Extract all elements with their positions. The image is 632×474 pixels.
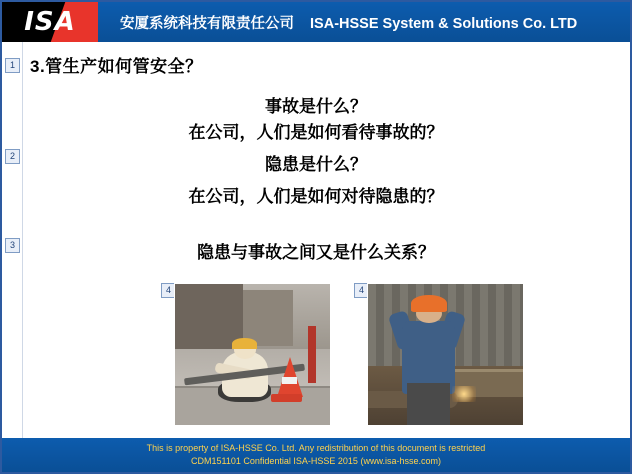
annotation-marker-3[interactable]: 3 (5, 238, 20, 253)
street-worker-photo (174, 283, 331, 426)
question-line-3: 隐患是什么？ (265, 155, 367, 174)
logo-text: ISA (24, 7, 76, 37)
photo1-wall-left (175, 284, 243, 349)
photo2-worker-legs (407, 383, 450, 425)
slide-footer (2, 438, 630, 472)
header-title-cn: 安厦系统科技有限责任公司 (120, 15, 294, 32)
header-title (98, 12, 630, 33)
page-title: 3.管生产如何管安全？ (30, 57, 203, 76)
photo1-red-post (308, 326, 316, 382)
question-line-4: 在公司，人们是如何对待隐患的？ (188, 187, 444, 206)
slide-body (2, 42, 630, 438)
photo1-cone-band (282, 377, 298, 384)
annotation-marker-image-1[interactable]: 4 (161, 283, 176, 298)
photo2-welding-glow (452, 386, 477, 403)
header-title-en: ISA-HSSE System & Solutions Co. LTD (310, 15, 578, 32)
question-line-1: 事故是什么？ (265, 97, 367, 116)
footer-line-2: CDM151101 Confidential ISA-HSSE 2015 (www.isa-hsse.com) (191, 456, 441, 466)
photo1-cone-base (271, 394, 302, 402)
footer-line-1: This is property of ISA-HSSE Co. Ltd. Any redistribution of this document is restricted (146, 443, 486, 453)
isa-logo (2, 2, 98, 42)
photo1-wall-right (243, 290, 293, 346)
question-line-2: 在公司，人们是如何看待事故的？ (188, 123, 444, 142)
annotation-marker-image-2[interactable]: 4 (354, 283, 369, 298)
annotation-marker-2[interactable]: 2 (5, 149, 20, 164)
question-line-5: 隐患与事故之间又是什么关系？ (197, 243, 435, 262)
annotation-marker-1[interactable]: 1 (5, 58, 20, 73)
photo2-worker-helmet (411, 295, 447, 312)
slide-header (2, 2, 630, 42)
photo1-worker-helmet (232, 338, 257, 349)
worker-with-helmet-photo (367, 283, 524, 426)
